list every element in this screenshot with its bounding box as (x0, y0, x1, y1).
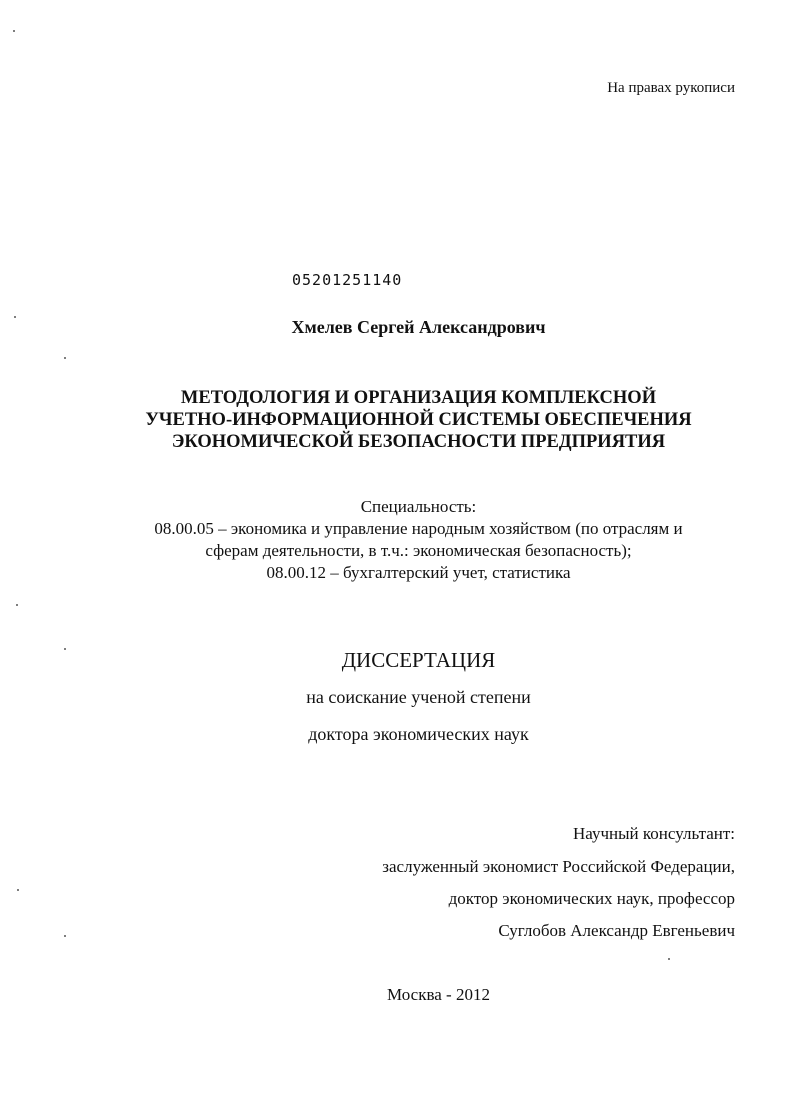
degree-line: на соискание ученой степени (306, 687, 531, 707)
specialty-line: сферам деятельности, в т.ч.: экономическая безопасность); (205, 541, 632, 560)
scan-speck (16, 604, 18, 606)
specialty-block (0, 496, 797, 584)
document-type-heading: ДИССЕРТАЦИЯ (341, 648, 496, 672)
scan-speck (64, 357, 66, 359)
author-name: Хмелев Сергей Александрович (291, 317, 546, 337)
scan-speck (13, 30, 15, 32)
specialty-label: Специальность: (360, 497, 477, 516)
city-year: Москва - 2012 (387, 985, 490, 1004)
title-line: МЕТОДОЛОГИЯ И ОРГАНИЗАЦИЯ КОМПЛЕКСНОЙ (180, 388, 657, 408)
catalog-number: 05201251140 (292, 271, 403, 289)
consultant-label: Научный консультант: (573, 824, 735, 843)
scan-speck (668, 958, 670, 960)
manuscript-rights-note: На правах рукописи (607, 80, 735, 96)
title-line: УЧЕТНО-ИНФОРМАЦИОННОЙ СИСТЕМЫ ОБЕСПЕЧЕНИЯ (145, 410, 692, 430)
consultant-title: заслуженный экономист Российской Федерации, (382, 857, 735, 876)
consultant-name: Суглобов Александр Евгеньевич (498, 921, 735, 940)
degree-line: доктора экономических наук (308, 724, 529, 744)
specialty-line: 08.00.05 – экономика и управление народным хозяйством (по отраслям и (154, 519, 683, 538)
scan-speck (64, 935, 66, 937)
dissertation-title (0, 387, 797, 453)
specialty-line: 08.00.12 – бухгалтерский учет, статистика (266, 563, 571, 582)
title-line: ЭКОНОМИЧЕСКОЙ БЕЗОПАСНОСТИ ПРЕДПРИЯТИЯ (171, 432, 666, 452)
scan-speck (17, 889, 19, 891)
consultant-degree: доктор экономических наук, профессор (448, 889, 735, 908)
